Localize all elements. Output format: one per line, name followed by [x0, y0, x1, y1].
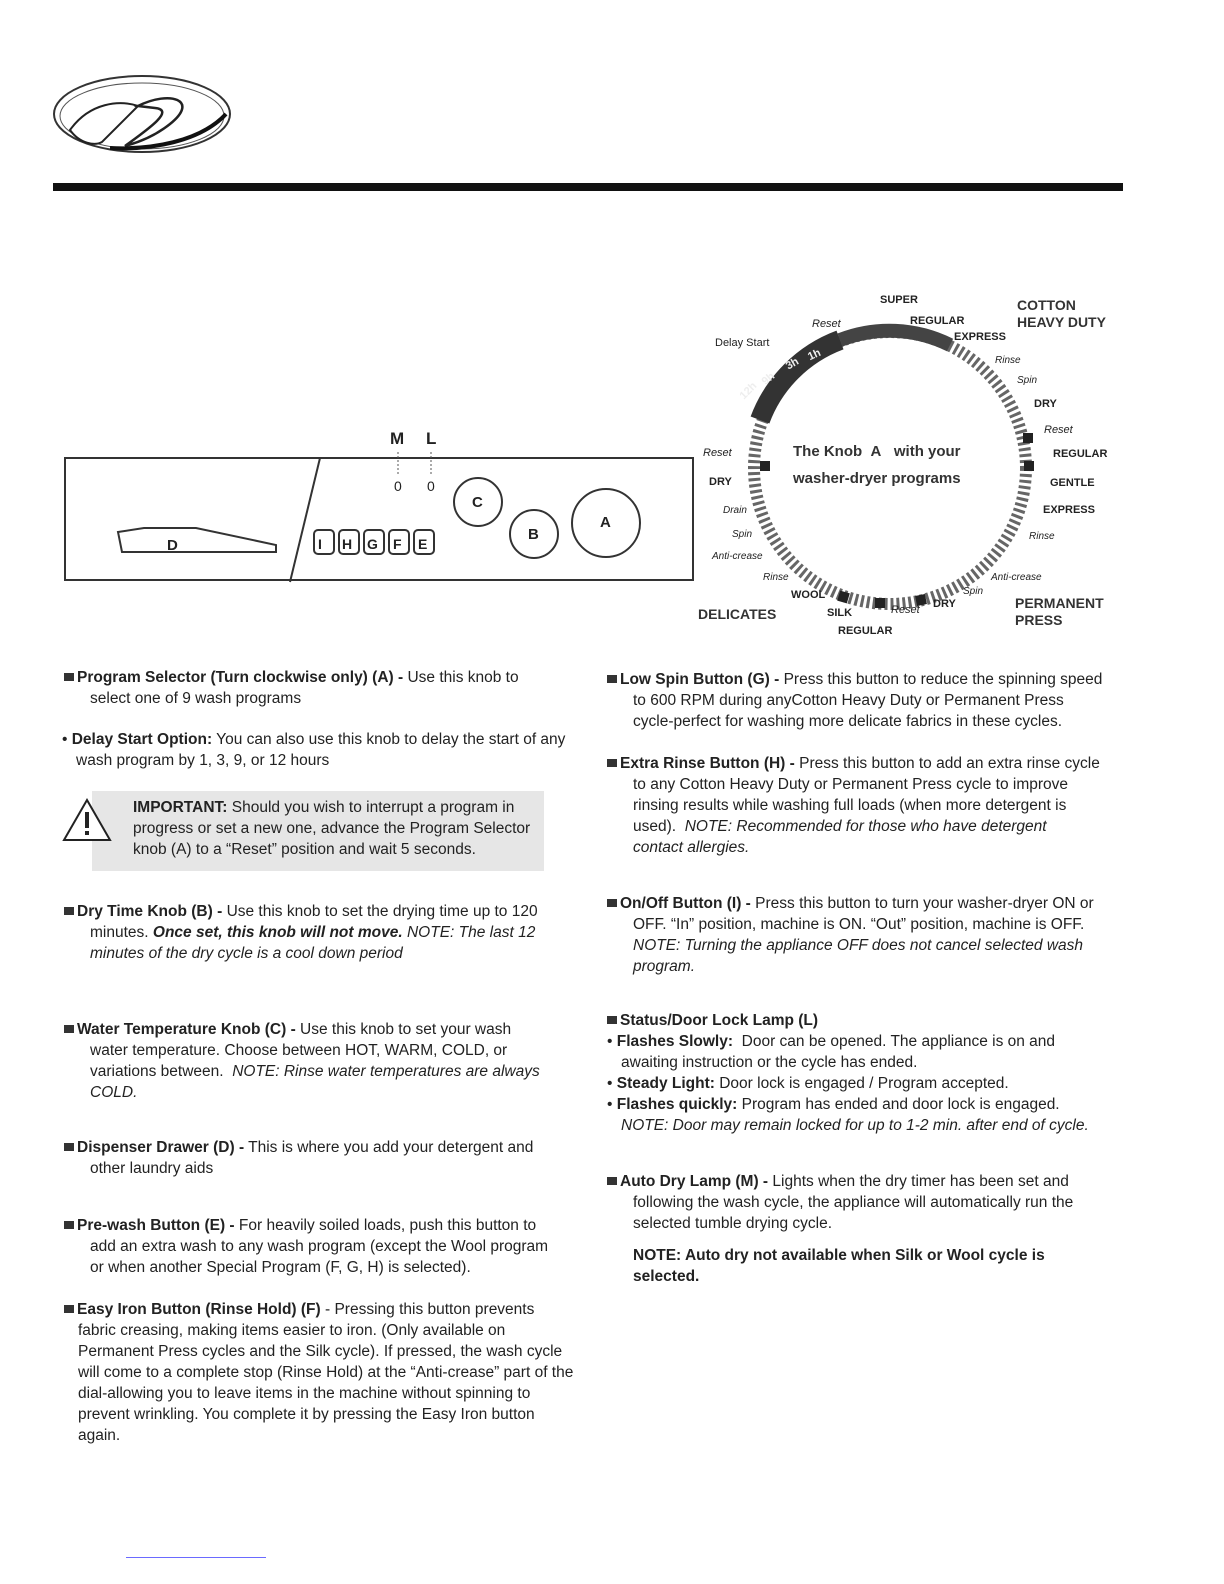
dial-reset-top: Reset: [812, 318, 841, 330]
dial-rinse-bl: Rinse: [763, 572, 789, 583]
delay-9h: 9h: [759, 370, 778, 388]
dial-anticrease-l: Anti-crease: [712, 551, 763, 562]
button-h-label: H: [342, 536, 353, 552]
dial-anticrease-r: Anti-crease: [991, 572, 1042, 583]
section-water-temp: Water Temperature Knob (C) - Use this knob to set your wash water temperature. Choose between HOT, WARM, COLD, or variations between. NOTE: Rinse water temperatures are always COLD.: [64, 1019, 584, 1103]
group-cotton: COTTON: [1017, 297, 1076, 313]
dial-regular-r: REGULAR: [1053, 448, 1108, 460]
section-dry-time: Dry Time Knob (B) - Use this knob to set the drying time up to 120 minutes. Once set, this knob will not move. NOTE: The last 12 minutes of the dry cycle is a cool down period: [64, 901, 584, 964]
group-delicates: DELICATES: [698, 606, 777, 622]
section-dispenser: Dispenser Drawer (D) - This is where you add your detergent and other laundry aids: [64, 1137, 584, 1179]
lamp-m: 0: [394, 478, 402, 494]
section-low-spin: Low Spin Button (G) - Press this button to reduce the spinning speed to 600 RPM during anyCotton Heavy Duty or Permanent Press cycle-perfect for washing more delicate fabrics in these cycles.: [607, 669, 1137, 732]
dial-dry-b: DRY: [933, 598, 956, 610]
dial-center-a: The Knob A with your: [793, 443, 961, 460]
dial-regular-b: REGULAR: [838, 625, 893, 637]
section-status-lamp: Status/Door Lock Lamp (L) • Flashes Slowly: Door can be opened. The appliance is on and awaiting instruction or the cycle has ended. • Steady Light: Door lock is engaged / Program accepted. • Flashes quickly: Program has ended and door lock is engaged. NOTE: Door may remain locked for up to 1-2 min. after end of cycle.: [607, 1010, 1147, 1136]
lamp-l: 0: [427, 478, 435, 494]
dial-wool: WOOL: [791, 589, 826, 601]
button-i[interactable]: [314, 530, 334, 554]
section-auto-dry: Auto Dry Lamp (M) - Lights when the dry timer has been set and following the wash cycle, the appliance will automatically run the selected tumble drying cycle.: [607, 1171, 1137, 1234]
auto-dry-note: NOTE: Auto dry not available when Silk or Wool cycle is selected.: [633, 1247, 1045, 1285]
delay-1h: 1h: [806, 346, 823, 364]
dial-reset-r: Reset: [1044, 424, 1073, 436]
delay-12h: 12h: [737, 380, 760, 402]
dial-dry-l: DRY: [709, 476, 732, 488]
dial-drain-l: Drain: [723, 505, 747, 516]
delay-3h: 3h: [783, 355, 801, 373]
knob-c-label: C: [472, 494, 483, 511]
lamp-m-label: M: [390, 429, 405, 448]
footer-line: [126, 1557, 266, 1558]
dial-super: SUPER: [880, 294, 918, 306]
dial-regular-top: REGULAR: [910, 315, 965, 327]
control-panel-drawing: [64, 420, 696, 585]
dial-rinse-r1: Rinse: [995, 355, 1021, 366]
group-permanent: PERMANENT: [1015, 595, 1104, 611]
dial-express-r: EXPRESS: [1043, 504, 1095, 516]
knob-b-label: B: [528, 526, 539, 543]
section-prewash: Pre-wash Button (E) - For heavily soiled loads, push this button to add an extra wash to any wash program (except the Wool program or when another Special Program (F, G, H) is selected).: [64, 1215, 594, 1278]
section-easy-iron: Easy Iron Button (Rinse Hold) (F) - Pressing this button prevents fabric creasing, making items easier to iron. (Only available on Permanent Press cycles and the Silk cycle). If pressed, the wash cycle will come to a complete stop (Rinse Hold) at the “Anti-crease” part of the dial-allowing you to leave items in the machine without spinning to prevent wrinkling. You complete it by pressing the Easy Iron button again.: [64, 1299, 594, 1446]
dial-center-b: washer-dryer programs: [793, 470, 961, 487]
dispenser-drawer[interactable]: [118, 528, 276, 552]
dial-spin-l: Spin: [732, 529, 753, 540]
knob-a-label: A: [600, 514, 611, 531]
important-text: IMPORTANT: Should you wish to interrupt a program in progress or set a new one, advance the Program Selector knob (A) to a “Reset” position and wait 5 seconds.: [133, 799, 531, 858]
dial-dry-r: DRY: [1034, 398, 1057, 410]
button-g-label: G: [367, 536, 378, 552]
dial-rinse-r2: Rinse: [1029, 531, 1055, 542]
header-rule: [53, 183, 1123, 191]
button-f-label: F: [393, 536, 402, 552]
section-program-selector: Program Selector (Turn clockwise only) (A) - Use this knob to select one of 9 wash programs: [64, 667, 584, 709]
dial-spin-br: Spin: [963, 586, 984, 597]
dial-express-top: EXPRESS: [954, 331, 1006, 343]
delay-start-label: Delay Start: [715, 337, 770, 349]
dial-spin-r1: Spin: [1017, 375, 1038, 386]
drawer-label: D: [167, 537, 178, 554]
dial-reset-l: Reset: [703, 447, 732, 459]
dial-silk: SILK: [827, 607, 853, 619]
section-delay-start: • Delay Start Option: You can also use this knob to delay the start of any wash program by 1, 3, 9, or 12 hours: [62, 729, 582, 771]
dial-gentle-r: GENTLE: [1050, 477, 1095, 489]
button-i-label: I: [318, 536, 322, 552]
dial-reset-b: Reset: [891, 604, 920, 616]
section-on-off: On/Off Button (I) - Press this button to turn your washer-dryer ON or OFF. “In” position, machine is ON. “Out” position, machine is OFF. NOTE: Turning the appliance OFF does not cancel selected wash program.: [607, 893, 1137, 977]
button-e-label: E: [418, 536, 428, 552]
section-extra-rinse: Extra Rinse Button (H) - Press this button to add an extra rinse cycle to any Cotton Heavy Duty or Permanent Press cycle to improve rinsing results while washing full loads (when more detergent is used). NOTE: Recommended for those who have detergent contact allergies.: [607, 753, 1137, 858]
group-heavy-duty: HEAVY DUTY: [1017, 314, 1106, 330]
brand-logo: [50, 72, 240, 162]
warning-icon: [62, 798, 112, 842]
group-press: PRESS: [1015, 612, 1063, 628]
lamp-l-label: L: [426, 429, 437, 448]
